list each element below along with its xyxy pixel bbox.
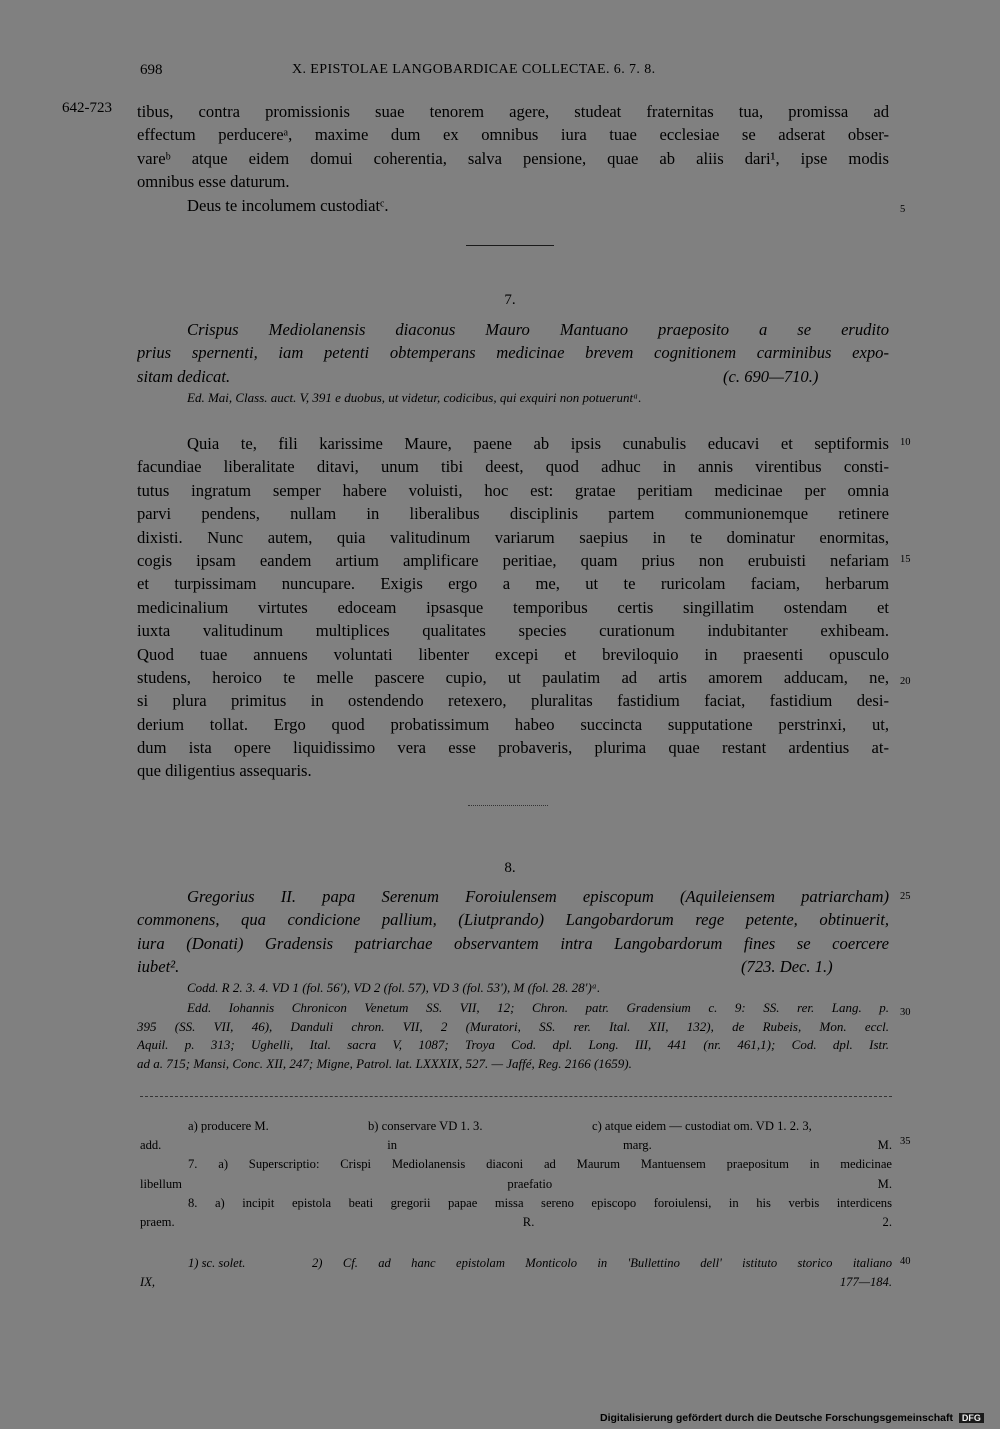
letter8-summary bbox=[137, 885, 889, 979]
digitization-footer bbox=[600, 1412, 984, 1424]
footnotes-explanatory bbox=[140, 1254, 892, 1292]
letter7-number: 7. bbox=[504, 292, 516, 308]
note-1: 1) sc. solet. bbox=[188, 1256, 246, 1270]
summary-line: commonens, qua condicione pallium, (Liutprando) Langobardorum rege petente, obtinuerit, bbox=[137, 910, 889, 930]
summary-text: sitam dedicat. bbox=[137, 366, 231, 386]
editions-line: Edd. Iohannis Chronicon Venetum SS. VII, 12; Chron. patr. Gradensium c. 9: SS. rer. Lang. p. bbox=[187, 1000, 889, 1015]
running-head-title: X. EPISTOLAE LANGOBARDICAE COLLECTAE. 6. 7. 8. bbox=[292, 62, 656, 77]
line-number: 40 bbox=[900, 1256, 911, 1267]
text-line: omnibus esse daturum. bbox=[137, 172, 290, 192]
body-line: dum ista opere liquidissimo vera esse probaveris, plurima quae restant ardentius at- bbox=[137, 738, 889, 758]
footnote-line bbox=[140, 1117, 892, 1136]
summary-line: iura (Donati) Gradensis patriarchae observantem intra Langobardorum fines se coercere bbox=[137, 933, 889, 953]
summary-line bbox=[137, 365, 889, 388]
footnote-rule bbox=[140, 1096, 892, 1097]
body-line: cogis ipsam eandem artium amplificare peritiae, quam prius non erubuisti nefariam bbox=[137, 550, 889, 570]
body-line: et turpissimam nuncupare. Exigis ergo a me, ut te ruricolam faciam, herbarum bbox=[137, 574, 889, 594]
line-number: 15 bbox=[900, 554, 911, 565]
page-number: 698 bbox=[140, 62, 163, 78]
note-2: 2) Cf. ad hanc epistolam Monticolo in 'Bullettino dell' istituto storico italiano bbox=[312, 1256, 892, 1270]
line-number: 10 bbox=[900, 437, 911, 448]
footnote-b: b) conservare VD 1. 3. bbox=[368, 1119, 483, 1133]
text-line: Deus te incolumem custodiatᶜ. bbox=[187, 195, 389, 215]
footnote-line: libellum praefatio M. bbox=[140, 1176, 892, 1191]
summary-line: Gregorius II. papa Serenum Foroiulensem episcopum (Aquileiensem patriarcham) bbox=[187, 887, 889, 906]
body-line: tutus ingratum semper habere voluisti, hoc est: gratae peritiam medicinae per omnia bbox=[137, 480, 889, 500]
codices-line: Codd. R 2. 3. 4. VD 1 (fol. 56'), VD 2 (fol. 57), VD 3 (fol. 53'), M (fol. 28. 28')ᵃ. bbox=[187, 980, 601, 995]
body-line: parvi pendens, nullam in liberalibus disciplinis partem communionemque retinere bbox=[137, 504, 889, 524]
letter7-summary bbox=[137, 318, 889, 388]
text-line: effectum perducereᵃ, maxime dum ex omnibus iura tuae ecclesiae se adserat obser- bbox=[137, 125, 889, 145]
body-line: facundiae liberalitate ditavi, unum tibi deest, quod adhuc in annis virentibus consti- bbox=[137, 457, 889, 477]
text-line: tibus, contra promissionis suae tenorem agere, studeat fraternitas tua, promissa ad bbox=[137, 102, 889, 121]
body-line: que diligentius assequaris. bbox=[137, 761, 312, 781]
footnote-line: add. in marg. M. bbox=[140, 1138, 892, 1153]
line-number: 35 bbox=[900, 1136, 911, 1147]
footnote-line: praem. R. 2. bbox=[140, 1214, 892, 1229]
letter7-edition bbox=[187, 389, 887, 408]
footnote-c: c) atque eidem — custodiat om. VD 1. 2. 3, bbox=[592, 1119, 812, 1133]
editions-line: Aquil. p. 313; Ughelli, Ital. sacra V, 1087; Troya Cod. dpl. Long. III, 441 (nr. 461,1); Cod. dpl. Istr. bbox=[137, 1037, 889, 1053]
letter7-date: (c. 690—710.) bbox=[723, 366, 819, 386]
body-line: Quod tuae annuens voluntati libenter excepi et breviloquio in praesenti opusculo bbox=[137, 644, 889, 664]
editions-line: ad a. 715; Mansi, Conc. XII, 247; Migne, Patrol. lat. LXXXIX, 527. — Jaffé, Reg. 2166 (1659). bbox=[137, 1055, 632, 1071]
separator-rule bbox=[466, 245, 554, 246]
summary-text: iubet². bbox=[137, 957, 180, 977]
dfg-logo: DFG bbox=[959, 1413, 984, 1423]
body-line: derium tollat. Ergo quod probatissimum habeo succincta supputatione perstrinxi, ut, bbox=[137, 714, 889, 734]
marginal-date: 642-723 bbox=[62, 100, 112, 116]
body-line: medicinalium virtutes edoceam ipsasque temporibus certis singillatim ostendam et bbox=[137, 597, 889, 617]
footnote-line: 8. a) incipit epistola beati gregorii papae missa sereno episcopo foroiulensi, in his verbis interdicens bbox=[188, 1195, 892, 1210]
line-number: 5 bbox=[900, 204, 906, 215]
summary-line: prius spernenti, iam petenti obtemperans medicinae brevem cognitionem carminibus expo- bbox=[137, 343, 889, 363]
body-line: dixisti. Nunc autem, quia valitudinum variarum saepius in te dominatur enormitas, bbox=[137, 527, 889, 547]
footnote-line: 7. a) Superscriptio: Crispi Mediolanensis diaconi ad Maurum Mantuensem praepositum in medicinae bbox=[188, 1157, 892, 1172]
text-line: vareᵇ atque eidem domui coherentia, salva pensione, quae ab aliis dari¹, ipse modis bbox=[137, 148, 889, 168]
body-line: iuxta valitudinum multiplices qualitates species curationum indubitanter exhibeam. bbox=[137, 621, 889, 641]
running-header bbox=[0, 62, 1000, 84]
letter8-codices bbox=[187, 979, 887, 998]
letter8-date: (723. Dec. 1.) bbox=[741, 957, 833, 977]
summary-line bbox=[137, 955, 889, 978]
footnote-line bbox=[140, 1254, 892, 1273]
editions-line: 395 (SS. VII, 46), Danduli chron. VII, 2 (Muratori, SS. rer. Ital. XII, 132), de Rubeis, Mon. eccl. bbox=[137, 1018, 889, 1034]
footnotes-critical bbox=[140, 1117, 892, 1232]
footer-text: Digitalisierung gefördert durch die Deutsche Forschungsgemeinschaft bbox=[600, 1412, 953, 1424]
body-line: si plura primitus in ostendendo retexero, pluralitas fastidium faciat, fastidium desi- bbox=[137, 691, 889, 711]
letter8-number: 8. bbox=[504, 860, 516, 876]
footnote-line: IX, 177—184. bbox=[140, 1275, 892, 1290]
dotted-separator bbox=[468, 805, 548, 806]
line-number: 20 bbox=[900, 676, 911, 687]
summary-line: Crispus Mediolanensis diaconus Mauro Mantuano praeposito a se erudito bbox=[187, 320, 889, 339]
edition-line: Ed. Mai, Class. auct. V, 391 e duobus, ut videtur, codicibus, qui exquiri non potueruntᵃ. bbox=[187, 390, 642, 405]
footnote-a: a) producere M. bbox=[188, 1119, 269, 1133]
line-number: 30 bbox=[900, 1007, 911, 1018]
letter8-editions bbox=[137, 999, 889, 1073]
body-line: Quia te, fili karissime Maure, paene ab ipsis cunabulis educavi et septiformis bbox=[187, 434, 889, 453]
letter6-text bbox=[137, 100, 889, 217]
letter7-body bbox=[137, 432, 889, 783]
line-number: 25 bbox=[900, 891, 911, 902]
body-line: studens, heroico te melle pascere cupio, ut paulatim ad artis amorem adducam, ne, bbox=[137, 667, 889, 687]
